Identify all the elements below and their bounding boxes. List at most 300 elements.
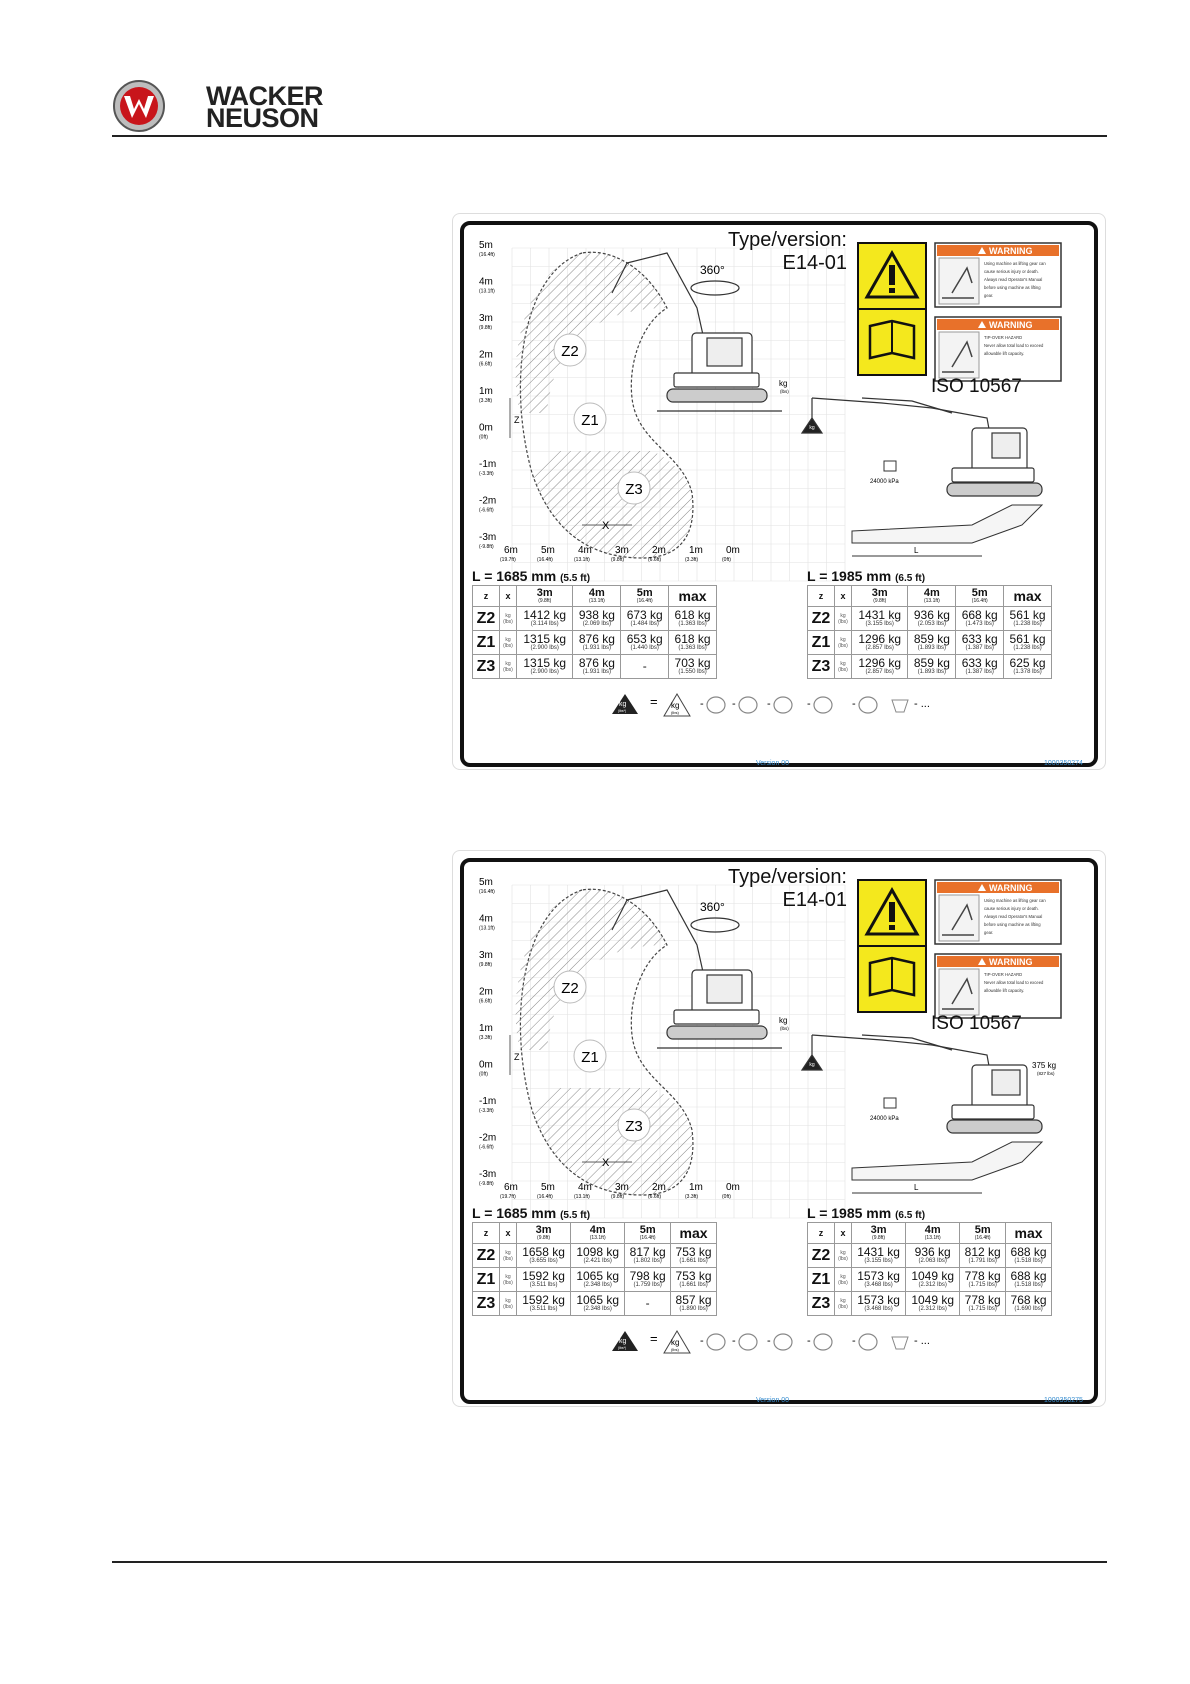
cell-lbs: (3.155 lbs) [865,620,894,627]
y-axis-tick-sub: (-9.8ft) [479,544,494,550]
cell-kg: 1573 kg [857,1268,900,1283]
cell-lbs: (1.890 lbs) [679,1305,708,1312]
type-version-title [712,229,847,275]
x-axis-tick-sub: (19.7ft) [500,557,516,563]
table-cell [956,655,1004,679]
table-cell [669,655,717,679]
table-cell [625,1268,671,1292]
cell-lbs: (2.900 lbs) [530,644,559,651]
row-unit-lbs: (lbs) [503,1279,513,1286]
row-zone: Z2 [473,607,500,631]
table-cell [852,607,908,631]
row-unit-lbs: (lbs) [503,618,513,625]
cell-kg: 561 kg [1009,631,1046,646]
table-cell [1006,1268,1052,1292]
header-col [908,586,956,607]
cell-lbs: (1.238 lbs) [1013,644,1042,651]
y-axis-tick-sub: (-3.3ft) [479,471,494,477]
formula-total-star: * [632,1333,635,1339]
x-axis-tick-label: 3m [615,1182,629,1193]
y-axis-tick-label: -2m [479,495,497,507]
cell-kg: 1412 kg [523,607,567,622]
y-axis-tick-sub: (9.8ft) [479,962,493,968]
hook-kg-label: kg [779,379,788,388]
y-axis-tick-sub: (-3.3ft) [479,1108,494,1114]
header-z: z [473,586,500,607]
warning-text-line: allowable lift capacity. [984,351,1025,356]
cell-kg: 876 kg [578,631,615,646]
warning-text-line: Using machine as lifting gear can [984,261,1046,266]
cell-kg: 633 kg [961,655,998,670]
header-col-ft: (9.8ft) [538,598,552,604]
table-cell [669,607,717,631]
table-cell [517,607,573,631]
table-row [808,1292,1052,1316]
x-axis-tick-label: 1m [689,1182,703,1193]
iso-standard: ISO 10567 [931,1013,1022,1034]
arm-length-icon [852,1142,1042,1180]
zone-label-z2: Z2 [561,980,579,997]
table-cell [906,1268,960,1292]
header-col [960,1223,1006,1244]
cell-lbs: (1.661 lbs) [679,1257,708,1264]
table-cell [852,1244,906,1268]
row-unit-lbs: (lbs) [838,1279,848,1286]
footer-rule [112,1561,1107,1563]
cell-lbs: (1.550 lbs) [678,668,707,675]
row-unit-lbs: (lbs) [503,1255,513,1262]
cell-kg: 633 kg [961,631,998,646]
rotation-arrow-icon [691,281,739,295]
y-axis-tick-label: 1m [479,386,493,397]
row-unit-kg: kg [505,1249,511,1256]
version-label: Version 00 [756,760,790,767]
formula-dash: - [700,698,704,710]
y-axis-tick-label: 0m [479,422,493,434]
table-header-row [473,1223,717,1244]
header-col [625,1223,671,1244]
table-cell [1006,1244,1052,1268]
x-axis-tick-sub: (9.8ft) [611,1194,625,1200]
y-axis-tick-sub: (13.1ft) [479,288,495,295]
table-header-row [473,586,717,607]
formula-equals: = [650,694,658,709]
table-cell [852,655,908,679]
arm-length-mm: L = 1685 mm [472,1205,557,1221]
table-cell [625,1292,671,1316]
header-z: z [473,1223,500,1244]
x-axis-tick-label: 6m [504,1182,518,1193]
type-version-value: E14-01 [782,252,847,274]
load-capacity-table [807,1222,1052,1316]
row-unit-kg: kg [840,636,846,643]
row-unit-lbs: (lbs) [838,1303,848,1310]
bucket-small-icon [892,700,908,712]
load-capacity-table [472,585,717,679]
cell-lbs: (1.893 lbs) [917,668,947,675]
x-axis-tick-sub: (19.7ft) [500,1194,516,1200]
table-cell [517,1268,571,1292]
cell-kg: 1049 kg [911,1268,955,1283]
header-col [852,586,908,607]
y-axis-tick-label: 2m [479,349,493,361]
warning-text-line: Never allow total load to exceed [984,980,1044,985]
x-axis-tick-sub: (9.8ft) [611,557,625,563]
row-unit [500,1244,517,1268]
y-axis-tick-label: -1m [479,1096,497,1107]
header-col-m: 3m [536,587,553,599]
load-weight-kg: kg [809,425,815,431]
cell-lbs: (2.857 lbs) [865,644,894,651]
y-axis-tick-sub: (-6.6ft) [479,1144,494,1151]
extra-load-sub: (827 lbs) [1037,1071,1055,1076]
row-unit-kg: kg [840,1249,846,1256]
table-cell [852,631,908,655]
table-cell [621,631,669,655]
cell-lbs: (1.378 lbs) [1013,668,1042,675]
header-rule [112,135,1107,137]
iso-standard: ISO 10567 [931,376,1022,397]
formula-dash: - [767,1335,771,1347]
type-version-label: Type/version: [728,229,847,251]
row-unit-kg: kg [505,612,511,619]
header-col-ft: (13.1ft) [589,1235,606,1241]
cell-kg: 812 kg [964,1244,1001,1259]
header-z: z [808,1223,835,1244]
table-cell [852,1268,906,1292]
row-zone: Z3 [808,1292,835,1316]
table-row [473,1244,717,1268]
shackle-icon [707,697,725,713]
cell-kg: 817 kg [629,1244,666,1259]
row-unit [835,631,852,655]
header-col-ft: (16.4ft) [636,598,653,604]
header-col [621,586,669,607]
table-cell [573,631,621,655]
cell-lbs: (3.511 lbs) [529,1305,558,1312]
table-cell [852,1292,906,1316]
table-cell [571,1268,625,1292]
cell-lbs: (3.655 lbs) [529,1257,558,1264]
row-unit-kg: kg [840,612,846,619]
row-unit [835,1268,852,1292]
y-axis-tick-label: 5m [479,240,493,251]
cell-kg: 1658 kg [522,1244,565,1259]
table-cell [621,655,669,679]
cell-lbs: (3.155 lbs) [864,1257,893,1264]
warning-text-line: Using machine as lifting gear can [984,898,1046,903]
header-col-ft: (13.1ft) [588,598,605,604]
pressure-value: 24000 kPa [870,1116,899,1122]
row-unit-kg: kg [505,636,511,643]
cell-lbs: (1.484 lbs) [630,620,659,627]
table-cell [1004,607,1052,631]
arm-length-ft: (6.5 ft) [895,1210,926,1221]
arm-length-letter: L [914,546,919,555]
cell-kg: 703 kg [674,655,711,670]
warning-text-line: allowable lift capacity. [984,988,1025,993]
y-axis-tick-label: 4m [479,913,493,925]
row-zone: Z1 [473,1268,500,1292]
row-unit-lbs: (lbs) [838,1255,848,1262]
cell-kg: 618 kg [674,631,711,646]
formula-dash: - [852,1335,856,1347]
arm-length-title [807,1205,925,1221]
cell-lbs: (1.931 lbs) [582,644,612,651]
header-max: max [1006,1223,1052,1244]
formula-dash: - [732,1335,736,1347]
rotation-label: 360° [700,900,725,914]
cell-kg: 1065 kg [576,1268,620,1283]
grab-icon [859,1334,877,1350]
warning-text-line: cause serious injury or death. [984,906,1039,911]
cell-kg: 1431 kg [858,607,902,622]
table-cell [960,1292,1006,1316]
z-axis-letter: Z [514,415,520,425]
bucket-icon [814,1334,832,1350]
cell-lbs: (2.312 lbs) [918,1305,947,1312]
header-col-ft: (9.8ft) [537,1235,551,1241]
x-axis-tick-label: 0m [726,545,740,556]
x-axis-tick-sub: (3.3ft) [685,557,699,563]
warning-title: WARNING [989,957,1033,967]
chart-graphics [452,850,1106,1407]
cell-lbs: (2.348 lbs) [583,1305,612,1312]
cell-lbs: (2.900 lbs) [530,668,559,675]
x-axis-tick-label: 6m [504,545,518,556]
x-axis-tick-label: 4m [578,1182,592,1193]
row-unit [835,1244,852,1268]
table-cell [517,655,573,679]
cell-lbs: (1.690 lbs) [1014,1305,1043,1312]
table-cell [908,655,956,679]
cell-kg: 936 kg [913,607,950,622]
cell-kg: 561 kg [1009,607,1046,622]
table-cell [1006,1292,1052,1316]
y-axis-tick-sub: (6.6ft) [479,361,493,368]
cell-kg: 688 kg [1010,1268,1047,1283]
table-cell [956,631,1004,655]
cell-kg: 753 kg [675,1244,712,1259]
table-row [473,1268,717,1292]
table-row [473,631,717,655]
cell-kg: 1296 kg [858,655,902,670]
wacker-neuson-logo [112,78,342,134]
table-cell [908,607,956,631]
table-cell [671,1292,717,1316]
table-cell [1004,655,1052,679]
cell-kg: 688 kg [1010,1244,1047,1259]
rotation-arrow-icon [691,918,739,932]
cell-lbs: (3.468 lbs) [864,1305,893,1312]
header-col-m: 5m [971,587,988,599]
cell-lbs: (2.069 lbs) [582,620,612,627]
y-axis-tick-sub: (13.1ft) [479,925,495,932]
cell-kg: 857 kg [675,1292,712,1307]
part-number: 1000350274 [1044,760,1083,767]
cell-kg: 778 kg [964,1292,1001,1307]
chain-icon [774,697,792,713]
hook-kg-label: kg [779,1016,788,1025]
warning-text-line: before using machine as lifting [984,285,1041,290]
warning-text-line: gear. [984,930,994,935]
cell-lbs: (1.791 lbs) [968,1257,997,1264]
cell-lbs: (1.715 lbs) [968,1281,997,1288]
y-axis-tick-label: -1m [479,459,497,470]
x-axis-tick-sub: (13.1ft) [574,1194,590,1200]
table-row [808,607,1052,631]
cell-lbs: (1.363 lbs) [678,620,707,627]
y-axis-tick-sub: (6.6ft) [479,998,493,1005]
y-axis-tick-sub: (9.8ft) [479,325,493,331]
cell-kg: 778 kg [964,1268,1001,1283]
cell-lbs: (1.440 lbs) [630,644,659,651]
pressure-gauge-icon [884,1098,896,1108]
x-axis-tick-sub: (0ft) [722,1194,731,1200]
header-col-m: 5m [636,587,653,599]
warning-title: WARNING [989,246,1033,256]
load-chart-2 [452,850,1106,1407]
header-col-m: 4m [924,1224,941,1236]
table-cell [571,1244,625,1268]
safety-sign-icon [858,880,926,1012]
cell-kg: 768 kg [1010,1292,1047,1307]
table-cell [517,631,573,655]
zone-label-z1: Z1 [581,1049,599,1066]
cell-lbs: (2.857 lbs) [865,668,894,675]
row-unit [835,655,852,679]
formula-total-star: * [632,696,635,702]
x-axis-tick-sub: (3.3ft) [685,1194,699,1200]
cell-kg: 753 kg [675,1268,712,1283]
y-axis-tick-label: -2m [479,1132,497,1144]
formula-dash: - [807,1335,811,1347]
header-x: x [500,586,517,607]
y-axis-tick-sub: (16.4ft) [479,889,495,895]
load-chart-1 [452,213,1106,770]
grab-icon [859,697,877,713]
cell-kg: 1592 kg [522,1292,565,1307]
table-cell [960,1244,1006,1268]
header-col [906,1223,960,1244]
formula-load-lbs: (lbs) [671,710,679,715]
zone-z3-hatch [532,451,693,558]
zone-label-z3: Z3 [625,481,643,498]
header-col-m: 3m [870,1224,887,1236]
table-cell [956,607,1004,631]
header-col-ft: (13.1ft) [923,598,940,604]
formula-dash: - [732,698,736,710]
cell-kg: - [645,1296,650,1310]
header-col-m: 5m [974,1224,991,1236]
header-col-m: 3m [535,1224,552,1236]
header-col [956,586,1004,607]
cell-lbs: (2.348 lbs) [583,1281,612,1288]
table-cell [573,607,621,631]
cell-kg: 1296 kg [858,631,902,646]
cell-kg: 1315 kg [523,655,567,670]
row-zone: Z2 [808,1244,835,1268]
x-axis-tick-label: 4m [578,545,592,556]
table-cell [621,607,669,631]
header-col-m: 3m [871,587,888,599]
cell-kg: - [642,659,647,673]
table-cell [571,1292,625,1316]
warning-text-line: TIP-OVER HAZARD [984,972,1023,977]
type-version-title [712,866,847,912]
header-x: x [500,1223,517,1244]
y-axis-tick-label: -3m [479,1169,497,1180]
warning-text-line: TIP-OVER HAZARD [984,335,1023,340]
zone-label-z3: Z3 [625,1118,643,1135]
header-x: x [835,1223,852,1244]
row-zone: Z3 [473,1292,500,1316]
arm-length-ft: (6.5 ft) [895,573,926,584]
cell-kg: 859 kg [913,631,950,646]
x-axis-tick-sub: (6.6ft) [648,557,662,563]
cell-lbs: (2.312 lbs) [918,1281,947,1288]
bucket-icon [814,697,832,713]
chain-icon [774,1334,792,1350]
table-row [473,655,717,679]
pressure-value: 24000 kPa [870,479,899,485]
row-unit-lbs: (lbs) [503,666,513,673]
arm-length-mm: L = 1985 mm [807,1205,892,1221]
hook-icon [739,1334,757,1350]
header-col-m: 4m [923,587,940,599]
formula-dash: - [700,1335,704,1347]
cell-lbs: (3.114 lbs) [530,620,559,627]
row-unit-lbs: (lbs) [838,666,848,673]
header-max: max [669,586,717,607]
header-col [852,1223,906,1244]
row-unit-kg: kg [840,1273,846,1280]
cell-lbs: (1.759 lbs) [633,1281,662,1288]
formula-dash: - [852,698,856,710]
cell-lbs: (1.893 lbs) [917,644,947,651]
table-cell [573,655,621,679]
table-row [473,1292,717,1316]
cell-lbs: (1.715 lbs) [968,1305,997,1312]
warning-label-1 [935,880,1061,944]
row-unit [500,631,517,655]
row-unit-kg: kg [505,1297,511,1304]
formula-total-kg: kg [619,1338,627,1345]
warning-label-2 [935,954,1061,1018]
y-axis-tick-sub: (3.3ft) [479,1035,493,1041]
cell-lbs: (1.238 lbs) [1013,620,1042,627]
header-col-m: 4m [588,587,605,599]
cell-kg: 1049 kg [911,1292,955,1307]
cell-lbs: (3.468 lbs) [864,1281,893,1288]
header-x: x [835,586,852,607]
formula-total-kg: kg [619,701,627,708]
type-version-label: Type/version: [728,866,847,888]
header-col [517,586,573,607]
row-unit-kg: kg [840,1297,846,1304]
header-col-m: 4m [589,1224,606,1236]
warning-label-1 [935,243,1061,307]
chart-graphics [452,213,1106,770]
formula-total-lbs: (lbs*) [618,1346,627,1350]
table-row [808,1268,1052,1292]
formula-dash: - [767,698,771,710]
hook-icon [739,697,757,713]
table-row [808,631,1052,655]
cell-lbs: (1.363 lbs) [678,644,707,651]
arm-length-mm: L = 1685 mm [472,568,557,584]
x-axis-tick-sub: (6.6ft) [648,1194,662,1200]
